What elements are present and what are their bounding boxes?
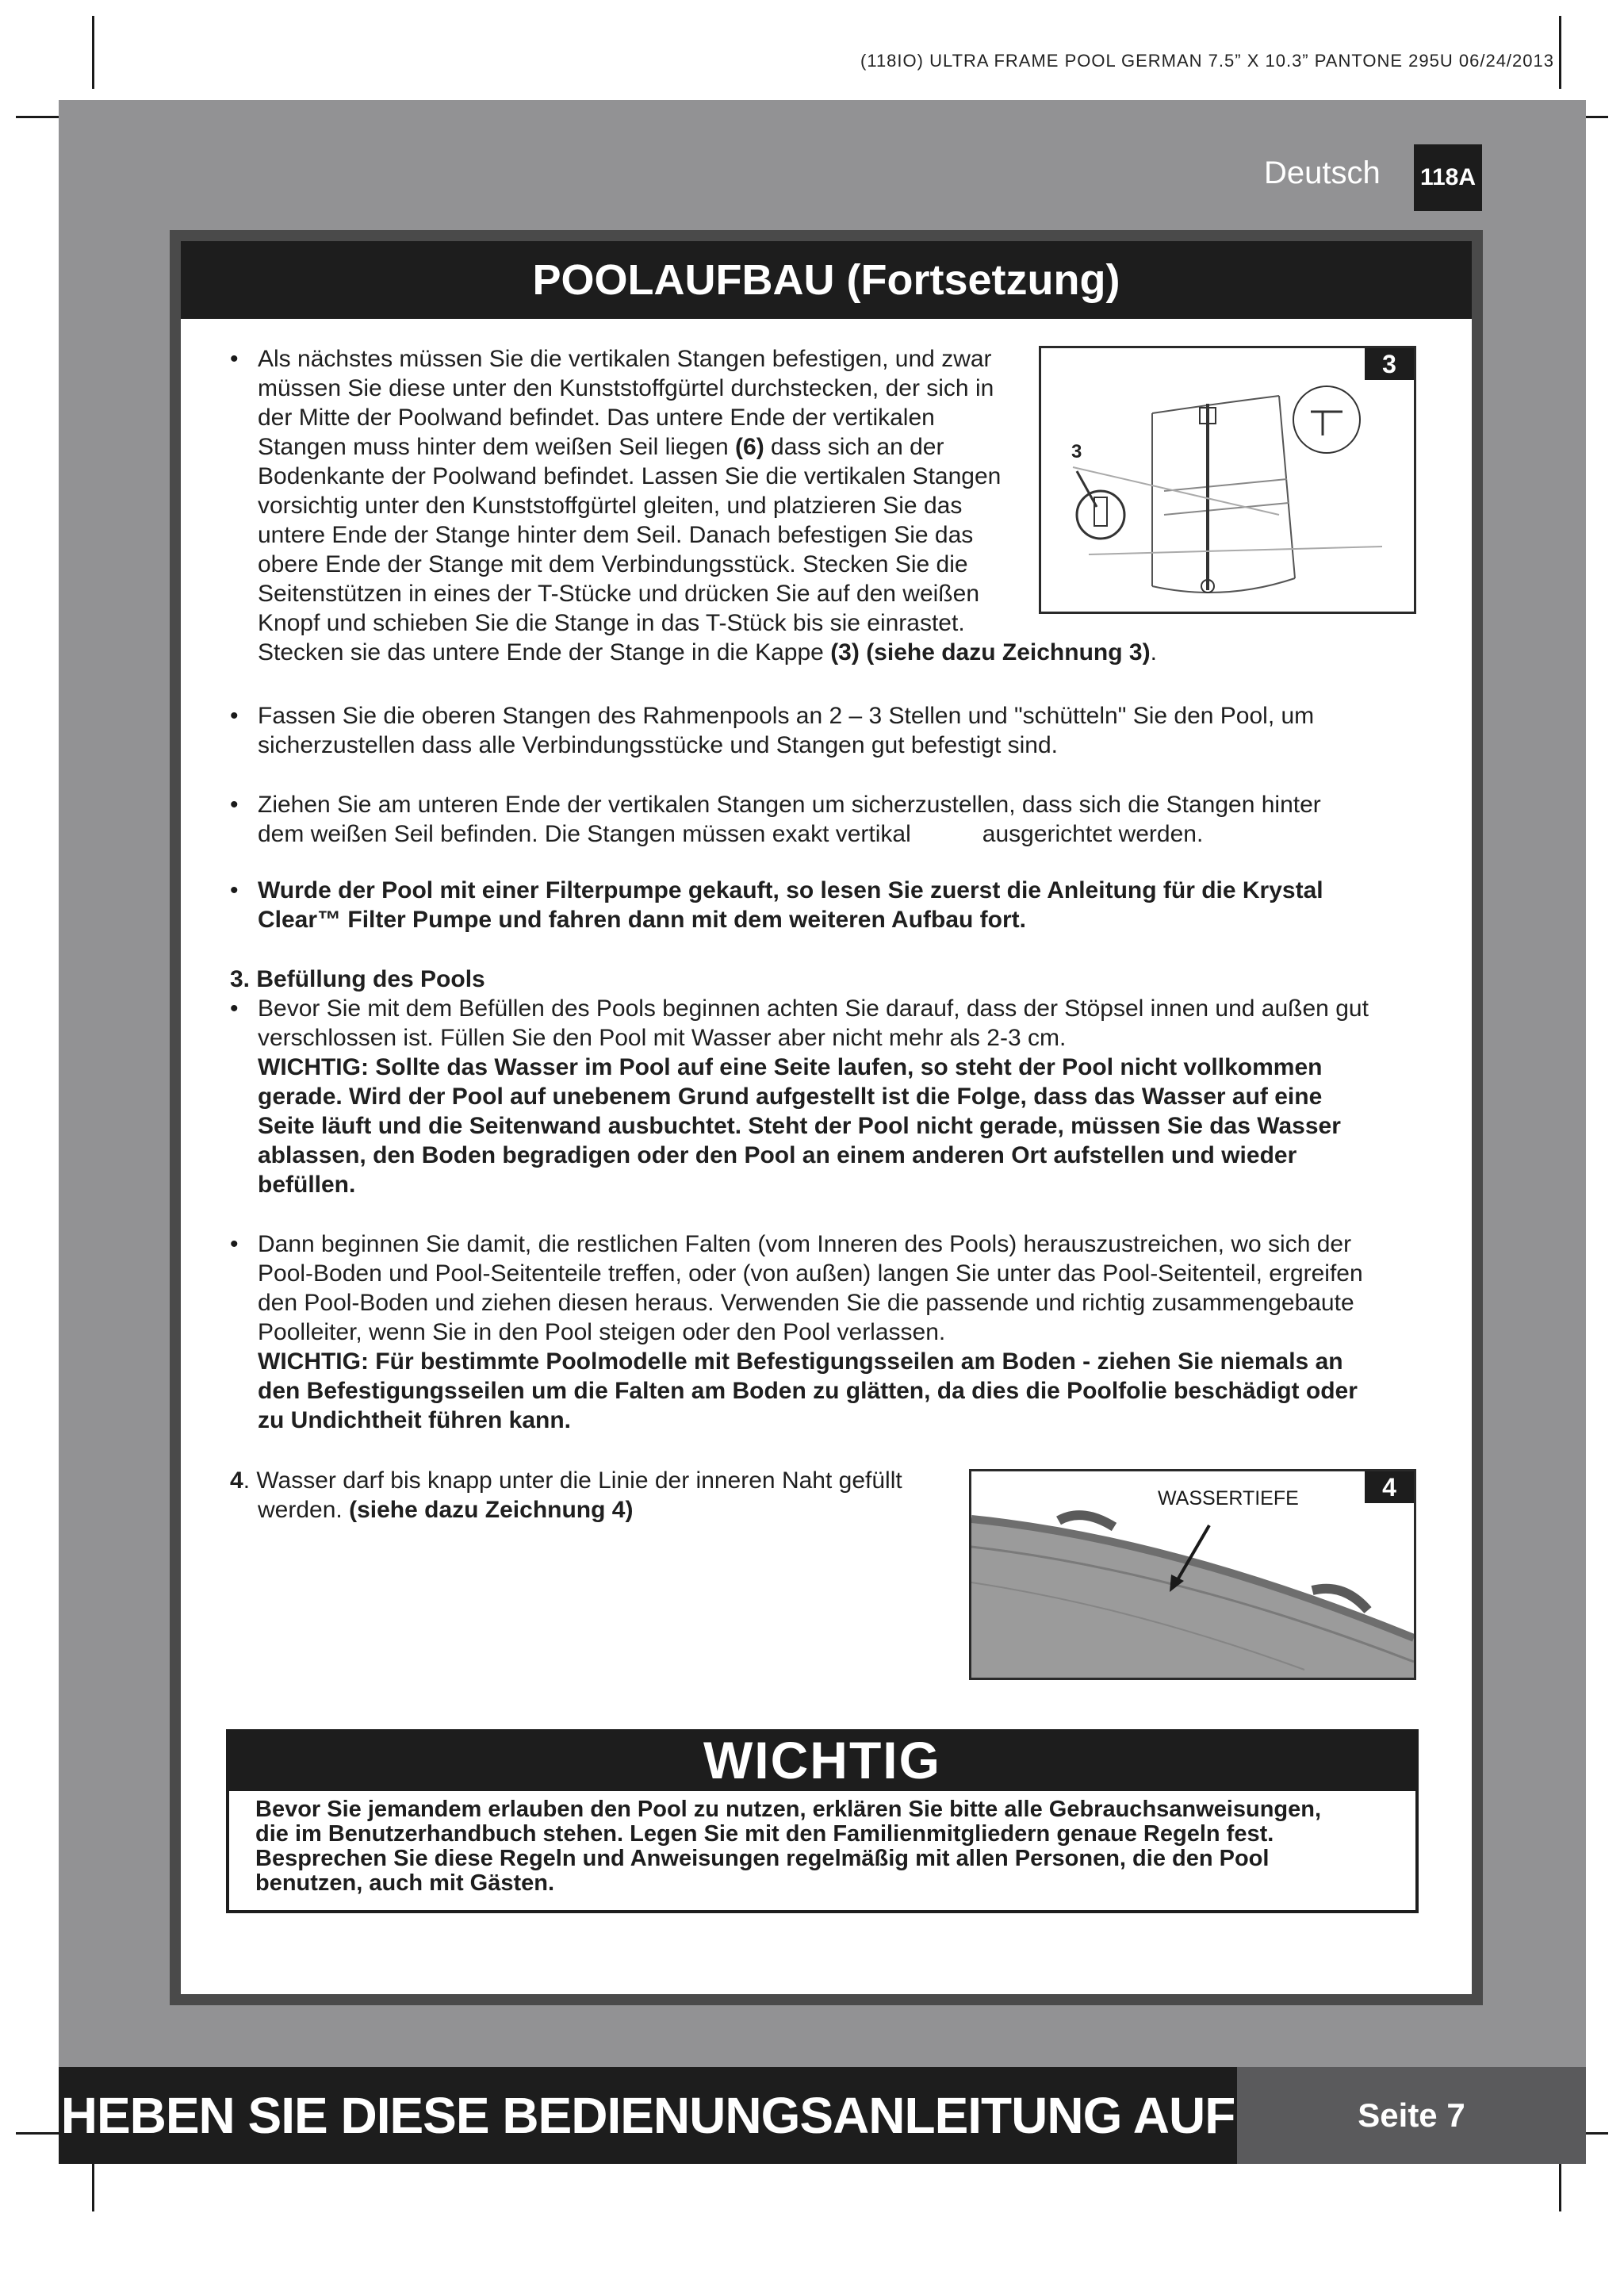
bullet: • — [230, 1231, 239, 1257]
text-line: 4. Wasser darf bis knapp unter die Linie der inneren Naht gefüllt — [230, 1467, 902, 1494]
footer-banner: HEBEN SIE DIESE BEDIENUNGSANLEITUNG AUF — [59, 2067, 1237, 2164]
text-line: Stangen muss hinter dem weißen Seil liegen (6) dass sich an der — [258, 434, 944, 460]
text-line: Wurde der Pool mit einer Filterpumpe gekauft, so lesen Sie zuerst die Anleitung für die Krystal — [258, 877, 1323, 903]
print-slug: (118IO) ULTRA FRAME POOL GERMAN 7.5” X 10.3” PANTONE 295U 06/24/2013 — [860, 51, 1554, 71]
pool-water-depth-photo — [971, 1471, 1414, 1678]
page-title: POOLAUFBAU (Fortsetzung) — [181, 241, 1472, 319]
text-line: vorsichtig unter den Kunststoffgürtel gleiten, und platzieren Sie das — [258, 493, 963, 519]
bullet: • — [230, 346, 239, 372]
text-line: Bodenkante der Poolwand befindet. Lassen Sie die vertikalen Stangen — [258, 463, 1002, 489]
bullet: • — [230, 703, 239, 729]
text-line: benutzen, auch mit Gästen. — [255, 1870, 555, 1896]
callout-number: 3 — [1071, 441, 1082, 462]
section-3-text — [258, 790, 1447, 849]
text-line: Fassen Sie die oberen Stangen des Rahmenpools an 2 – 3 Stellen und "schütteln" Sie den Pool, um — [258, 703, 1315, 729]
bullet: • — [230, 995, 239, 1022]
warning-line: gerade. Wird der Pool auf unebenem Grund aufgestellt ist die Folge, dass das Wasser auf eine — [258, 1084, 1323, 1110]
text-line: dem weißen Seil befinden. Die Stangen müssen exakt vertikal ausgerichtet werden. — [258, 821, 1204, 847]
water-depth-label: WASSERTIEFE — [1158, 1487, 1299, 1509]
text-line: Knopf und schieben Sie die Stange in das T-Stück bis sie einrastet. — [258, 610, 965, 636]
text-line: Dann beginnen Sie damit, die restlichen Falten (vom Inneren des Pools) herauszustreichen, wo sich der — [258, 1231, 1352, 1257]
text-line: Seitenstützen in eines der T-Stücke und drücken Sie auf den weißen — [258, 581, 980, 607]
bullet: • — [230, 877, 239, 903]
warning-text — [255, 1797, 1397, 1896]
crop-mark — [1559, 2159, 1561, 2211]
text-line: Besprechen Sie diese Regeln und Anweisungen regelmäßig mit allen Personen, die den Pool — [255, 1846, 1270, 1871]
warning-line: zu Undichtheit führen kann. — [258, 1407, 571, 1433]
figure-4 — [969, 1469, 1416, 1680]
text-line: werden. (siehe dazu Zeichnung 4) — [258, 1497, 634, 1523]
warning-line: Seite läuft und die Seitenwand ausbuchtet. Steht der Pool nicht gerade, müssen Sie das Wasser — [258, 1113, 1341, 1139]
text-line: müssen Sie diese unter den Kunststoffgürtel durchstecken, der sich in — [258, 375, 994, 401]
text-line: Poolleiter, wenn Sie in den Pool steigen oder den Pool verlassen. — [258, 1319, 946, 1345]
text-line: untere Ende der Stange hinter dem Seil. Danach befestigen Sie das — [258, 522, 974, 548]
text-line: die im Benutzerhandbuch stehen. Legen Sie mit den Familienmitgliedern genaue Regeln fest. — [255, 1821, 1274, 1847]
crop-mark — [1559, 16, 1561, 89]
language-label: Deutsch — [1264, 155, 1381, 190]
figure-3 — [1039, 346, 1416, 614]
text-line: Stecken sie das untere Ende der Stange in die Kappe (3) (siehe dazu Zeichnung 3). — [258, 639, 1157, 666]
text-line: Ziehen Sie am unteren Ende der vertikalen Stangen um sicherzustellen, dass sich die Stangen hinter — [258, 792, 1321, 818]
text-line: Clear™ Filter Pumpe und fahren dann mit dem weiteren Aufbau fort. — [258, 907, 1026, 933]
warning-line: den Befestigungsseilen um die Falten am Boden zu glätten, da dies die Poolfolie beschädigt oder — [258, 1378, 1358, 1404]
text-line: den Pool-Boden und ziehen diesen heraus. Verwenden Sie die passende und richtig zusammengebaute — [258, 1290, 1354, 1316]
text-line: obere Ende der Stange mit dem Verbindungsstück. Stecken Sie die — [258, 551, 968, 577]
figure-number: 4 — [1365, 1471, 1414, 1503]
warning-line: WICHTIG: Für bestimmte Poolmodelle mit Befestigungsseilen am Boden - ziehen Sie niemals an — [258, 1348, 1343, 1375]
warning-line: ablassen, den Boden begradigen oder den Pool an einem anderen Ort aufstellen und wieder — [258, 1142, 1297, 1168]
warning-line: WICHTIG: Sollte das Wasser im Pool auf eine Seite laufen, so steht der Pool nicht vollkommen — [258, 1054, 1323, 1080]
crop-mark — [92, 16, 94, 89]
page-number: Seite 7 — [1237, 2067, 1586, 2164]
text-line: Bevor Sie jemandem erlauben den Pool zu nutzen, erklären Sie bitte alle Gebrauchsanweisungen, — [255, 1797, 1322, 1822]
section-2-text — [258, 701, 1447, 760]
text-line: der Mitte der Poolwand befindet. Das untere Ende der vertikalen — [258, 405, 935, 431]
section-6-text — [258, 1229, 1463, 1435]
warning-heading: WICHTIG — [226, 1729, 1419, 1791]
section-4-text — [258, 876, 1447, 934]
section-heading: 3. Befüllung des Pools — [230, 966, 485, 992]
text-line: Bevor Sie mit dem Befüllen des Pools beginnen achten Sie darauf, dass der Stöpsel innen und außen gut — [258, 995, 1369, 1022]
bullet: • — [230, 792, 239, 818]
crop-mark — [92, 2159, 94, 2211]
pole-assembly-illustration — [1041, 348, 1414, 612]
section-7-text — [230, 1466, 944, 1525]
figure-number: 3 — [1365, 348, 1414, 380]
text-line: verschlossen ist. Füllen Sie den Pool mit Wasser aber nicht mehr als 2-3 cm. — [258, 1025, 1067, 1051]
text-line: sicherzustellen dass alle Verbindungsstücke und Stangen gut befestigt sind. — [258, 732, 1058, 758]
text-line: Pool-Boden und Pool-Seitenteile treffen, oder (von außen) langen Sie unter das Pool-Seitenteil, ergreifen — [258, 1260, 1363, 1287]
text-line: Als nächstes müssen Sie die vertikalen Stangen befestigen, und zwar — [258, 346, 992, 372]
page-code-badge: 118A — [1414, 144, 1482, 211]
section-5-text — [258, 994, 1463, 1199]
warning-line: befüllen. — [258, 1172, 356, 1198]
